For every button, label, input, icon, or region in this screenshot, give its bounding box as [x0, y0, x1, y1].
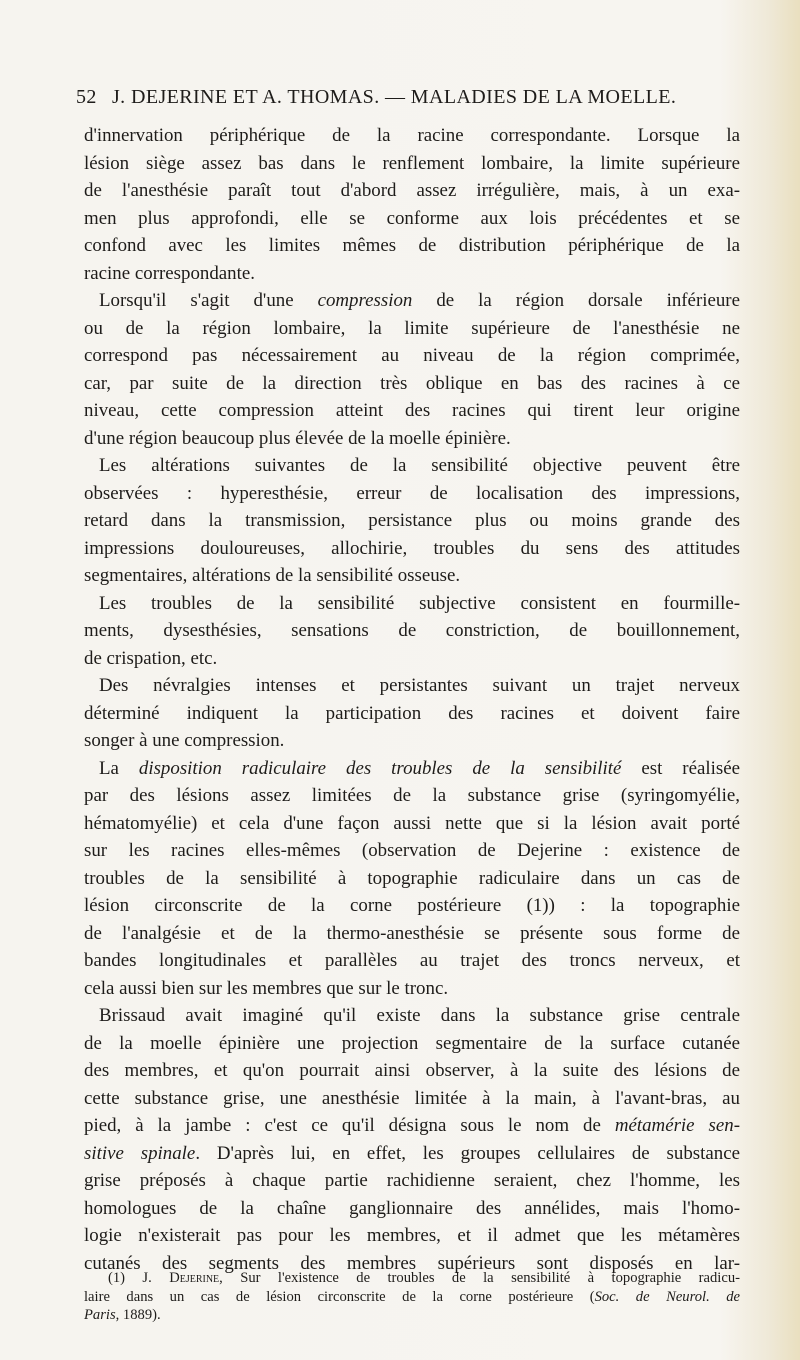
text-line: troubles de la sensibilité à topographie radiculaire dans un cas de: [84, 867, 740, 889]
text-line: ou de la région lombaire, la limite supérieure de l'anesthésie ne: [84, 317, 740, 339]
footnote-line: laire dans un cas de lésion circonscrite de la corne postérieure (Soc. de Neurol. de: [84, 1288, 741, 1305]
text-line: sitive spinale. D'après lui, en effet, les groupes cellulaires de substance: [84, 1142, 740, 1164]
text-line: bandes longitudinales et parallèles au trajet des troncs nerveux, et: [84, 950, 740, 971]
text-line: homologues de la chaîne ganglionnaire des annélides, mais l'homo-: [84, 1197, 740, 1219]
text-line: des membres, et qu'on pourrait ainsi observer, à la suite des lésions de: [84, 1060, 740, 1081]
text-line: cette substance grise, une anesthésie limitée à la main, à l'avant-bras, au: [84, 1087, 740, 1109]
text-line: lésion circonscrite de la corne postérieure (1)) : la topographie: [84, 895, 740, 916]
footnote-line: Paris, 1889).: [84, 1307, 161, 1323]
text-line: La disposition radiculaire des troubles de la sensibilité est réalisée: [99, 757, 740, 779]
text-line: niveau, cette compression atteint des racines qui tirent leur origine: [84, 400, 740, 421]
text-line: de l'analgésie et de la thermo-anesthésie se présente sous forme de: [84, 922, 740, 944]
page-number: 52: [76, 86, 97, 108]
footnote: [84, 1269, 740, 1325]
text-line: cela aussi bien sur les membres que sur le tronc.: [84, 977, 449, 999]
text-line: impressions douloureuses, allochirie, troubles du sens des attitudes: [84, 537, 740, 559]
text-line: ments, dysesthésies, sensations de constriction, de bouillonnement,: [84, 620, 740, 641]
running-head: [76, 86, 724, 114]
text-line: déterminé indiquent la participation des racines et doivent faire: [84, 702, 740, 724]
running-title: J. DEJERINE ET A. THOMAS. — MALADIES DE LA MOELLE.: [112, 86, 677, 108]
text-line: lésion siège assez bas dans le renflement lombaire, la limite supérieure: [84, 152, 740, 174]
text-line: de crispation, etc.: [84, 647, 218, 669]
text-line: Lorsqu'il s'agit d'une compression de la région dorsale inférieure: [99, 290, 740, 311]
text-line: logie n'existerait pas pour les membres, et il admet que les métamères: [84, 1225, 740, 1246]
text-line: Des névralgies intenses et persistantes suivant un trajet nerveux: [99, 675, 740, 696]
text-line: de la moelle épinière une projection segmentaire de la surface cutanée: [84, 1032, 740, 1054]
text-line: songer à une compression.: [84, 730, 285, 751]
text-line: d'une région beaucoup plus élevée de la moelle épinière.: [84, 427, 511, 449]
footnote-line: (1) J. Dejerine, Sur l'existence de troubles de la sensibilité à topographie radicu-: [108, 1270, 740, 1286]
text-line: pied, à la jambe : c'est ce qu'il désigna sous le nom de métamérie sen-: [84, 1115, 740, 1136]
text-line: Les altérations suivantes de la sensibilité objective peuvent être: [99, 455, 740, 476]
text-line: car, par suite de la direction très oblique en bas des racines à ce: [84, 372, 740, 394]
text-line: de l'anesthésie paraît tout d'abord assez irrégulière, mais, à un exa-: [84, 180, 740, 201]
text-line: cutanés des segments des membres supérieurs sont disposés en lar-: [84, 1252, 740, 1274]
text-line: Brissaud avait imaginé qu'il existe dans la substance grise centrale: [99, 1005, 740, 1026]
body-text: [84, 122, 740, 1277]
text-line: segmentaires, altérations de la sensibilité osseuse.: [84, 565, 461, 586]
text-line: retard dans la transmission, persistance plus ou moins grande des: [84, 510, 740, 531]
text-line: confond avec les limites mêmes de distribution périphérique de la: [84, 235, 740, 256]
text-line: racine correspondante.: [84, 262, 255, 284]
text-line: grise préposés à chaque partie rachidienne seraient, chez l'homme, les: [84, 1170, 740, 1191]
text-line: hématomyélie) et cela d'une façon aussi nette que si la lésion avait porté: [84, 812, 740, 834]
text-line: d'innervation périphérique de la racine correspondante. Lorsque la: [84, 125, 740, 146]
text-line: observées : hyperesthésie, erreur de localisation des impressions,: [84, 482, 740, 504]
text-line: Les troubles de la sensibilité subjective consistent en fourmille-: [99, 592, 740, 614]
text-line: par des lésions assez limitées de la substance grise (syringomyélie,: [84, 785, 740, 806]
text-line: sur les racines elles-mêmes (observation de Dejerine : existence de: [84, 840, 740, 861]
text-line: correspond pas nécessairement au niveau de la région comprimée,: [84, 345, 740, 366]
text-line: men plus approfondi, elle se conforme aux lois précédentes et se: [84, 207, 740, 229]
